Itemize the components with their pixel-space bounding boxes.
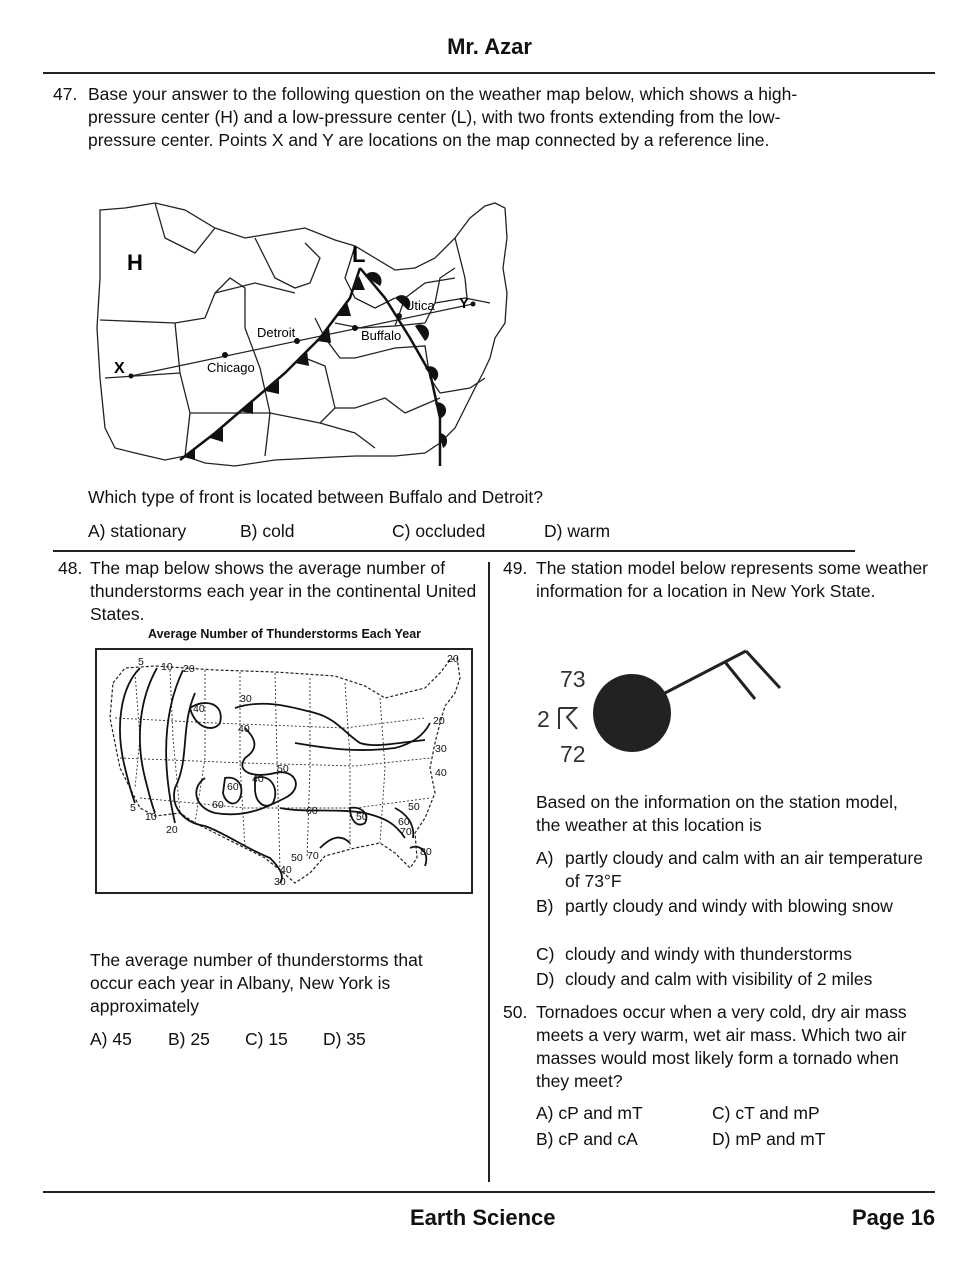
q50-choice-a: A) cP and mT (536, 1103, 643, 1123)
isoline-label: 60 (398, 816, 410, 828)
q49-number: 49. (503, 558, 528, 578)
q49-choice-b-text: partly cloudy and windy with blowing snow (565, 896, 893, 916)
q48-choice-a: A) 45 (90, 1029, 132, 1049)
q48-choice-c: C) 15 (245, 1029, 288, 1049)
q49-question: Based on the information on the station model, the weather at this location is (536, 792, 898, 835)
q47-bottom-rule (53, 550, 855, 552)
q49-choice-a-letter: A) (536, 848, 554, 868)
isoline-label: 10 (145, 811, 157, 823)
isoline-label: 50 (408, 801, 420, 813)
map-label-x: X (114, 360, 125, 377)
isoline-label: 40 (238, 723, 250, 735)
header-rule (43, 72, 935, 74)
station-temperature: 73 (560, 666, 586, 692)
q47-prompt: Base your answer to the following question on the weather map below, which shows a high-pressure center (H) and a low-pressure center (L), with two fronts extending from the low-pressure center. Points X and Y are locations on the map connected by a reference line. (88, 84, 798, 150)
station-dewpoint: 72 (560, 741, 586, 767)
footer-rule (43, 1191, 935, 1193)
isoline-label: 60 (306, 805, 318, 817)
isoline-label: 20 (166, 824, 178, 836)
q48-thunderstorm-map (95, 648, 475, 896)
isoline-label: 5 (130, 802, 136, 814)
map-label-utica: Utica (405, 298, 435, 313)
isoline-label: 60 (212, 799, 224, 811)
footer-subject: Earth Science (410, 1205, 556, 1230)
q50-prompt: Tornadoes occur when a very cold, dry air mass meets a very warm, wet air mass. Which two air masses would most likely form a tornado when they meet? (536, 1002, 907, 1091)
isoline-label: 10 (161, 661, 173, 673)
isoline-label: 40 (280, 864, 292, 876)
isoline-label: 20 (447, 653, 459, 665)
q47-weather-map (95, 198, 515, 473)
isoline-label: 70 (400, 826, 412, 838)
q50-choice-c: C) cT and mP (712, 1103, 820, 1123)
footer-page-number: Page 16 (852, 1205, 936, 1230)
q49-choice-a-text: partly cloudy and calm with an air temperature of 73°F (565, 848, 923, 891)
q50-choice-d: D) mP and mT (712, 1129, 826, 1149)
q49-choice-c-text: cloudy and windy with thunderstorms (565, 944, 852, 964)
map-label-chicago: Chicago (207, 360, 255, 375)
q49-choice-d-text: cloudy and calm with visibility of 2 miles (565, 969, 873, 989)
isoline-label: 20 (433, 715, 445, 727)
isoline-label: 5 (138, 656, 144, 668)
q48-choice-b: B) 25 (168, 1029, 210, 1049)
map-label-low: L (352, 242, 366, 267)
q47-number: 47. (53, 84, 78, 104)
isoline-label: 30 (240, 693, 252, 705)
q50-choice-b: B) cP and cA (536, 1129, 638, 1149)
isoline-label: 40 (193, 703, 205, 715)
q48-choice-d: D) 35 (323, 1029, 366, 1049)
q48-prompt: The map below shows the average number of thunderstorms each year in the continental United States. (90, 558, 477, 624)
q48-question: The average number of thunderstorms that occur each year in Albany, New York is approximately (90, 950, 423, 1016)
column-divider (488, 562, 490, 1182)
isoline-label: 60 (227, 781, 239, 793)
q49-choice-b-letter: B) (536, 896, 554, 916)
isoline-label: 70 (307, 850, 319, 862)
isoline-label: 50 (277, 763, 289, 775)
isoline-label: 50 (291, 852, 303, 864)
thunderstorm-symbol-icon (559, 708, 577, 729)
map-label-buffalo: Buffalo (361, 328, 402, 343)
q47-choice-b: B) cold (240, 521, 295, 541)
map-label-y: Y (459, 295, 470, 312)
q49-choice-d-letter: D) (536, 969, 555, 989)
q48-number: 48. (58, 558, 83, 578)
q47-choice-d: D) warm (544, 521, 611, 541)
q47-question: Which type of front is located between Buffalo and Detroit? (88, 487, 543, 507)
q50-number: 50. (503, 1002, 528, 1022)
wind-barb-icon (665, 651, 780, 699)
isoline-label: 40 (435, 767, 447, 779)
isoline-label: 20 (183, 663, 195, 675)
q48-map-title: Average Number of Thunderstorms Each Year (148, 627, 422, 641)
overcast-cloud-cover-icon (593, 674, 671, 752)
isoline-label: 40 (252, 773, 264, 785)
station-model (530, 645, 790, 775)
map-label-high: H (127, 250, 143, 275)
station-visibility: 2 (537, 706, 550, 732)
page-header-title: Mr. Azar (447, 34, 532, 59)
q49-choice-c-letter: C) (536, 944, 555, 964)
q47-choice-a: A) stationary (88, 521, 187, 541)
map-label-detroit: Detroit (257, 325, 296, 340)
isoline-label: 50 (356, 811, 368, 823)
isoline-label: 30 (274, 876, 286, 888)
q47-choice-c: C) occluded (392, 521, 486, 541)
isoline-label: 80 (420, 846, 432, 858)
isoline-label: 30 (435, 743, 447, 755)
q49-prompt: The station model below represents some weather information for a location in New York State. (536, 558, 929, 601)
